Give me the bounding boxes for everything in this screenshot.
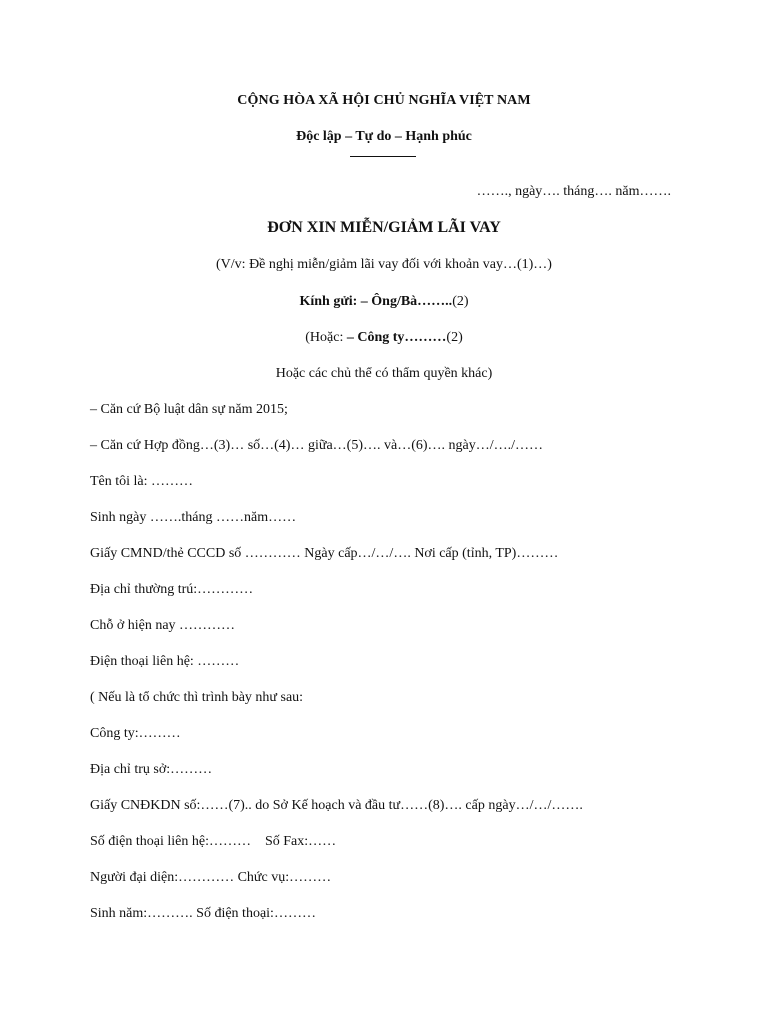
body-line-company-phone-fax: Số điện thoại liên hệ:……… Số Fax:…… — [90, 834, 337, 849]
body-line-id-card: Giấy CMND/thẻ CCCD số ………… Ngày cấp…/…/…. Nơi cấp (tỉnh, TP)……… — [90, 546, 559, 561]
date-line: ……., ngày…. tháng…. năm……. — [476, 184, 671, 199]
kinh-gui-ref: (2) — [452, 294, 469, 309]
document-title: ĐƠN XIN MIỄN/GIẢM LÃI VAY — [267, 219, 501, 236]
body-line-organization-note: ( Nếu là tổ chức thì trình bày như sau: — [90, 690, 304, 705]
body-line-name: Tên tôi là: ……… — [90, 474, 194, 489]
hoac-open: (Hoặc: — [305, 330, 347, 345]
kinh-gui-label: Kính gửi: – Ông/Bà…….. — [299, 294, 453, 309]
body-line-civil-code: – Căn cứ Bộ luật dân sự năm 2015; — [90, 402, 288, 417]
motto-underline — [350, 156, 416, 157]
body-line-contract: – Căn cứ Hợp đồng…(3)… số…(4)… giữa…(5)…. và…(6)…. ngày…/…./…… — [90, 438, 544, 453]
cong-ty-ref: (2) — [446, 330, 463, 345]
addressee-other-line: Hoặc các chủ thể có thẩm quyền khác) — [275, 366, 493, 381]
body-line-current-residence: Chỗ ở hiện nay ………… — [90, 618, 236, 633]
national-motto: Độc lập – Tự do – Hạnh phúc — [296, 129, 472, 144]
body-line-representative-birth-phone: Sinh năm:………. Số điện thoại:……… — [90, 906, 316, 921]
body-line-business-registration: Giấy CNĐKDN số:……(7).. do Sở Kế hoạch và đầu tư……(8)…. cấp ngày…/…/……. — [90, 798, 583, 813]
addressee-company-line — [0, 330, 768, 346]
national-title: CỘNG HÒA XÃ HỘI CHỦ NGHĨA VIỆT NAM — [237, 93, 531, 108]
subject-line: (V/v: Đề nghị miễn/giảm lãi vay đối với khoản vay…(1)…) — [216, 257, 552, 272]
cong-ty-label: – Công ty……… — [346, 330, 447, 345]
body-line-head-office: Địa chỉ trụ sở:……… — [90, 762, 213, 777]
body-line-representative: Người đại diện:………… Chức vụ:……… — [90, 870, 332, 885]
body-line-company: Công ty:……… — [90, 726, 181, 741]
addressee-line — [0, 294, 768, 310]
body-line-phone: Điện thoại liên hệ: ……… — [90, 654, 240, 669]
body-line-permanent-address: Địa chỉ thường trú:………… — [90, 582, 254, 597]
body-line-birthdate: Sinh ngày …….tháng ……năm…… — [90, 510, 297, 525]
